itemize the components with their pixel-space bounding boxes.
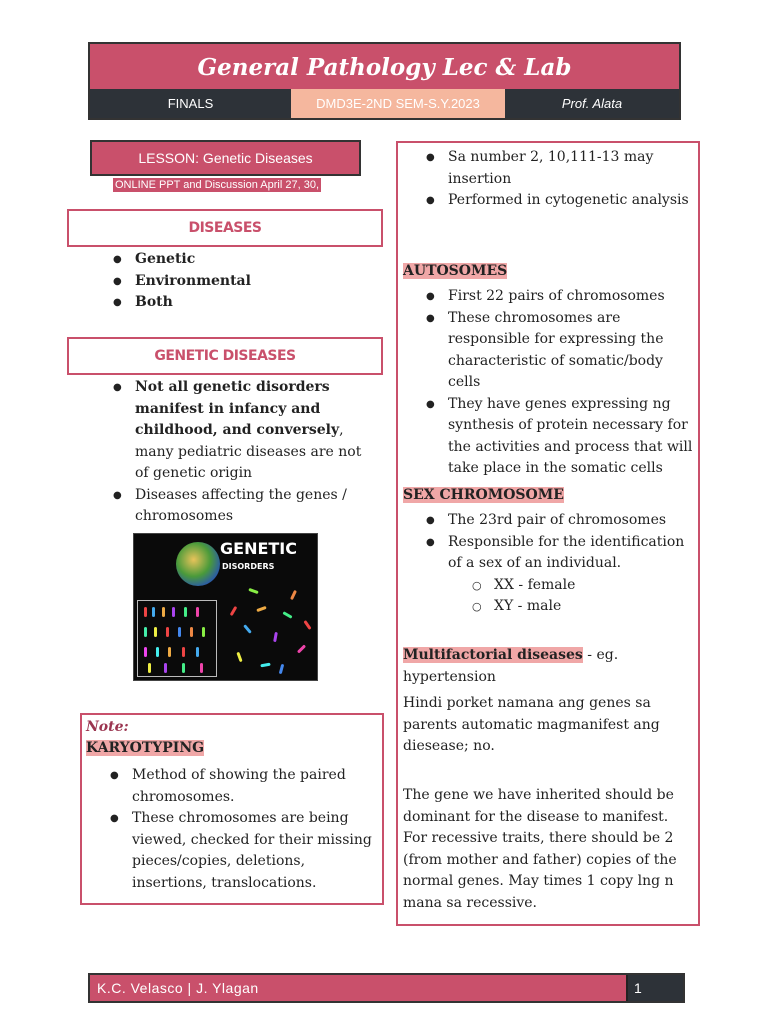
- list-item: ○ XX - female: [426, 575, 696, 597]
- sex-chromosome-heading: SEX CHROMOSOME: [403, 487, 564, 503]
- footer-authors: K.C. Velasco | J. Ylagan: [90, 975, 626, 1001]
- semester-label: DMD3E-2ND SEM-S.Y.2023: [291, 89, 505, 118]
- multifactorial-line: Multifactorial diseases - eg. hypertension: [403, 647, 619, 685]
- list-item: ● Performed in cytogenetic analysis: [426, 190, 694, 212]
- autosomes-heading: AUTOSOMES: [403, 263, 508, 279]
- diseases-heading: DISEASES: [67, 209, 383, 247]
- list-item: ● These chromosomes are being viewed, checked for their missing pieces/copies, deletions, insertions, translocations.: [110, 808, 372, 894]
- list-item: ● Not all genetic disorders manifest in infancy and childhood, and conversely, many pediatric diseases are not of genetic origin: [113, 377, 363, 485]
- note-label: Note:: [86, 719, 129, 735]
- lesson-note: ONLINE PPT and Discussion April 27, 30,: [115, 179, 320, 191]
- page-number: 1: [626, 975, 683, 1001]
- subheader-bar: [88, 89, 681, 120]
- footer: [88, 973, 685, 1003]
- karyotyping-continued-list: [426, 147, 694, 212]
- list-item: ● Responsible for the identification of a sex of an individual.: [426, 532, 696, 575]
- list-item: ● Both: [113, 292, 251, 314]
- genetic-diseases-list: [113, 377, 363, 528]
- paragraph: The gene we have inherited should be dominant for the disease to manifest. For recessive traits, there should be 2 (from mother and father) copies of the normal genes. May times 1 copy lng n mana sa recessive.: [403, 787, 677, 911]
- list-item: ● First 22 pairs of chromosomes: [426, 286, 694, 308]
- document-title: General Pathology Lec & Lab: [88, 42, 681, 89]
- sex-chromosome-list: [426, 510, 696, 618]
- image-title: GENETIC: [220, 539, 297, 558]
- autosomes-list: [426, 286, 694, 480]
- list-item: ○ XY - male: [426, 596, 696, 618]
- diseases-list: [113, 249, 251, 314]
- karyotyping-list: [110, 765, 372, 894]
- lesson-title: LESSON: Genetic Diseases: [90, 140, 361, 176]
- list-item: ● Environmental: [113, 271, 251, 293]
- genetic-disorders-image: [133, 533, 318, 681]
- paragraph: Hindi porket namana ang genes sa parents automatic magmanifest ang diesease; no.: [403, 695, 660, 754]
- list-item: ● Genetic: [113, 249, 251, 271]
- list-item: ● Method of showing the paired chromosomes.: [110, 765, 372, 808]
- list-item: ● Sa number 2, 10,111-13 may insertion: [426, 147, 694, 190]
- professor-label: Prof. Alata: [505, 89, 679, 118]
- exam-label: FINALS: [90, 89, 291, 118]
- karyotype-grid-icon: [137, 600, 217, 677]
- list-item: ● These chromosomes are responsible for expressing the characteristic of somatic/body cells: [426, 308, 694, 394]
- list-item: ● The 23rd pair of chromosomes: [426, 510, 696, 532]
- globe-icon: [176, 542, 220, 586]
- genetic-diseases-heading: GENETIC DISEASES: [67, 337, 383, 375]
- list-item: ● They have genes expressing ng synthesis of protein necessary for the activities and process that will take place in the somatic cells: [426, 394, 694, 480]
- image-subtitle: DISORDERS: [222, 562, 275, 571]
- list-item: ● Diseases affecting the genes / chromosomes: [113, 485, 363, 528]
- karyotyping-heading: KARYOTYPING: [86, 740, 205, 756]
